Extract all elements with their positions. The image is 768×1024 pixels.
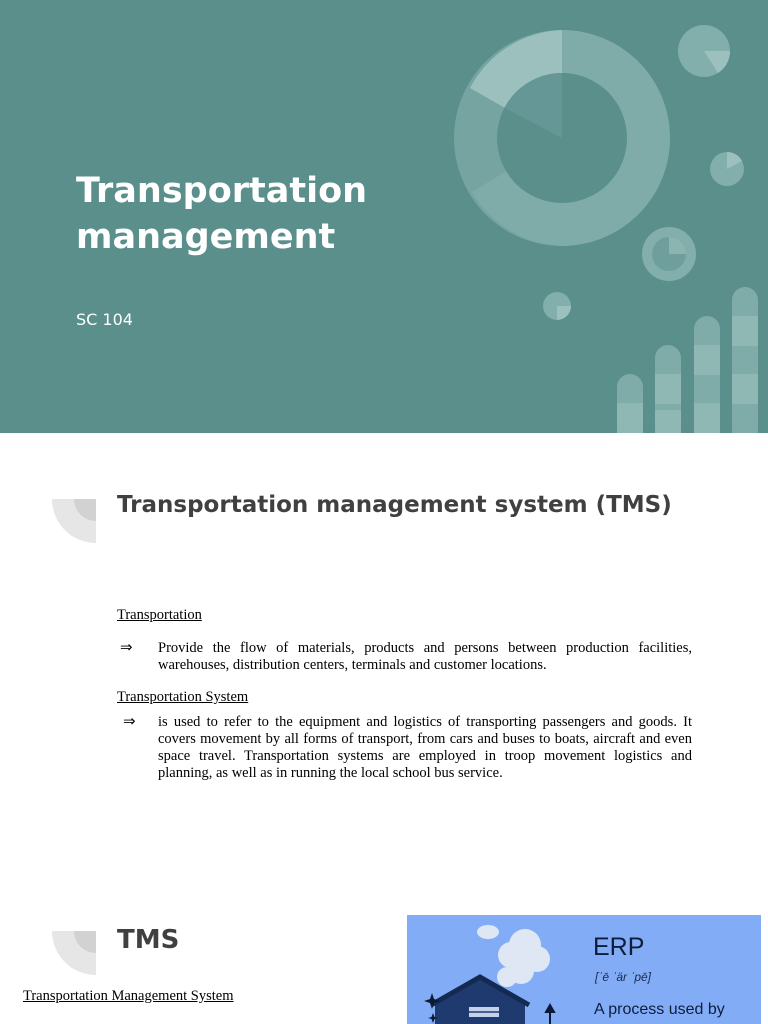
- corner-arc-decoration: [52, 931, 96, 975]
- factory-illustration: [407, 915, 587, 1024]
- title-line-1: Transportation: [76, 171, 368, 211]
- erp-phonetic: [ˈē ˈär ˈpē]: [595, 970, 652, 984]
- arrow-bullet-icon: ⇒: [120, 640, 133, 656]
- bullet-transportation-system: [123, 714, 692, 782]
- erp-description: A process used by: [594, 1001, 725, 1018]
- title-line-2: management: [76, 217, 336, 257]
- small-ring-decoration: [642, 227, 696, 281]
- section-label-transportation: Transportation: [117, 607, 202, 623]
- section-label-transportation-system: Transportation System: [117, 689, 249, 705]
- tms-slide: [0, 893, 768, 1024]
- bullet-text: Provide the flow of materials, products and persons between production facilities, warehouses, distribution centers, terminals and customer locations.: [158, 640, 692, 673]
- mini-pie-decoration: [543, 292, 571, 320]
- tiny-pie-decoration: [710, 152, 744, 186]
- presentation-title: [76, 168, 416, 260]
- arrow-bullet-icon: ⇒: [123, 714, 136, 730]
- arrow-up-icon: [546, 1005, 554, 1024]
- donut-chart-decoration: [454, 30, 670, 246]
- bullet-transportation: [120, 640, 692, 674]
- erp-title: ERP: [593, 933, 645, 961]
- slide-heading: TMS: [117, 925, 180, 955]
- corner-arc-decoration: [52, 499, 96, 543]
- title-slide: [0, 0, 768, 433]
- erp-definition-card: [407, 915, 761, 1024]
- bullet-text: is used to refer to the equipment and logistics of transporting passengers and goods. It covers movement by all forms of transport, from cars and buses to boats, aircraft and even space travel. Transportation systems are employed in troop movement logistics and planning, as well as in running the local school bus service.: [158, 714, 692, 781]
- tms-definition-slide: [0, 433, 768, 893]
- smoke-cloud-icon: [477, 925, 550, 987]
- house-icon: [431, 977, 529, 1024]
- small-pie-decoration: [678, 25, 730, 77]
- slide-heading: Transportation management system (TMS): [117, 492, 672, 518]
- tms-full-name: Transportation Management System: [23, 988, 234, 1004]
- course-code: SC 104: [76, 310, 133, 329]
